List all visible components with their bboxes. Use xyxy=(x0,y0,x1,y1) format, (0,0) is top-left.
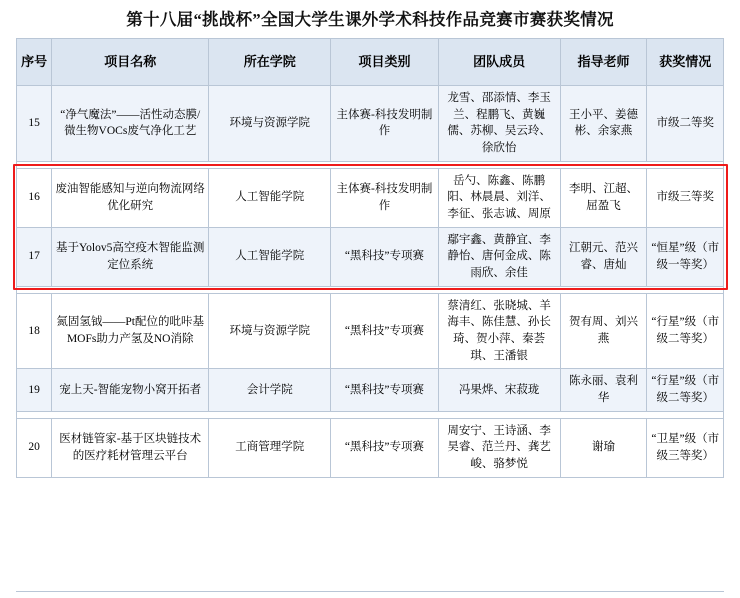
cell-name: 宠上天-智能宠物小窝开拓者 xyxy=(52,369,209,411)
cell-members: 鄢宇鑫、黄静宜、李静怡、唐何金成、陈雨欣、余佳 xyxy=(438,227,560,286)
cell-award: “行星”级（市级二等奖） xyxy=(647,293,724,369)
table-header-row xyxy=(17,39,724,86)
cell-no: 17 xyxy=(17,227,52,286)
cell-members: 蔡清红、张晓城、羊海丰、陈佳慧、孙长琦、贺小萍、秦荟琪、王潘银 xyxy=(438,293,560,369)
column-header-type: 项目类别 xyxy=(331,39,438,86)
cell-type: “黑科技”专项赛 xyxy=(331,227,438,286)
cell-type: 主体赛-科技发明制作 xyxy=(331,168,438,227)
cell-members: 周安宁、王诗涵、李昊睿、范兰丹、龚艺峻、骆梦悦 xyxy=(438,418,560,477)
cell-award: “卫星”级（市级三等奖） xyxy=(647,418,724,477)
table-row xyxy=(17,418,724,477)
award-table xyxy=(16,38,724,478)
cell-members: 龙雪、邵添情、李玉兰、程鹏飞、黄巍儒、苏柳、吴云玲、徐欣怡 xyxy=(438,86,560,162)
cell-teacher: 贺有周、刘兴燕 xyxy=(560,293,647,369)
row-spacer xyxy=(17,286,724,293)
cell-no: 20 xyxy=(17,418,52,477)
column-header-award: 获奖情况 xyxy=(647,39,724,86)
column-header-members: 团队成员 xyxy=(438,39,560,86)
cell-name: 氮固氢钺——Pt配位的吡咔基MOFs助力产氢及NO消除 xyxy=(52,293,209,369)
cell-college: 环境与资源学院 xyxy=(209,86,331,162)
cell-college: 人工智能学院 xyxy=(209,227,331,286)
cell-teacher: 陈永丽、袁利华 xyxy=(560,369,647,411)
page-title: 第十八届“挑战杯”全国大学生课外学术科技作品竞赛市赛获奖情况 xyxy=(126,10,614,29)
column-header-no: 序号 xyxy=(17,39,52,86)
cell-name: 基于Yolov5高空疫木智能监测定位系统 xyxy=(52,227,209,286)
cell-type: “黑科技”专项赛 xyxy=(331,369,438,411)
cell-award: “行星”级（市级二等奖） xyxy=(647,369,724,411)
cell-type: “黑科技”专项赛 xyxy=(331,293,438,369)
cell-teacher: 江朝元、范兴睿、唐灿 xyxy=(560,227,647,286)
column-header-college: 所在学院 xyxy=(209,39,331,86)
cell-college: 人工智能学院 xyxy=(209,168,331,227)
row-spacer-cell xyxy=(17,161,724,168)
table-body xyxy=(17,86,724,478)
cell-teacher: 王小平、姜德彬、余家燕 xyxy=(560,86,647,162)
cell-name: “净气魔法”——活性动态膜/微生物VOCs废气净化工艺 xyxy=(52,86,209,162)
cell-college: 工商管理学院 xyxy=(209,418,331,477)
cell-teacher: 李明、江超、屈盈飞 xyxy=(560,168,647,227)
cell-teacher: 谢瑜 xyxy=(560,418,647,477)
bottom-divider xyxy=(16,591,724,592)
cell-award: “恒星”级（市级一等奖） xyxy=(647,227,724,286)
table-header xyxy=(17,39,724,86)
cell-no: 15 xyxy=(17,86,52,162)
cell-type: 主体赛-科技发明制作 xyxy=(331,86,438,162)
cell-no: 19 xyxy=(17,369,52,411)
cell-college: 环境与资源学院 xyxy=(209,293,331,369)
cell-type: “黑科技”专项赛 xyxy=(331,418,438,477)
cell-members: 岳勺、陈鑫、陈鹏阳、林晨晨、刘洋、李征、张志诚、周原 xyxy=(438,168,560,227)
table-row xyxy=(17,227,724,286)
cell-name: 医材链管家-基于区块链技术的医疗耗材管理云平台 xyxy=(52,418,209,477)
cell-name: 废油智能感知与逆向物流网络优化研究 xyxy=(52,168,209,227)
cell-college: 会计学院 xyxy=(209,369,331,411)
table-row xyxy=(17,168,724,227)
row-spacer xyxy=(17,161,724,168)
cell-no: 18 xyxy=(17,293,52,369)
table-row xyxy=(17,369,724,411)
cell-no: 16 xyxy=(17,168,52,227)
row-spacer-cell xyxy=(17,286,724,293)
column-header-teacher: 指导老师 xyxy=(560,39,647,86)
table-row xyxy=(17,86,724,162)
row-spacer xyxy=(17,411,724,418)
column-header-name: 项目名称 xyxy=(52,39,209,86)
row-spacer-cell xyxy=(17,411,724,418)
cell-award: 市级三等奖 xyxy=(647,168,724,227)
cell-award: 市级二等奖 xyxy=(647,86,724,162)
table-row xyxy=(17,293,724,369)
cell-members: 冯果烨、宋菽珑 xyxy=(438,369,560,411)
